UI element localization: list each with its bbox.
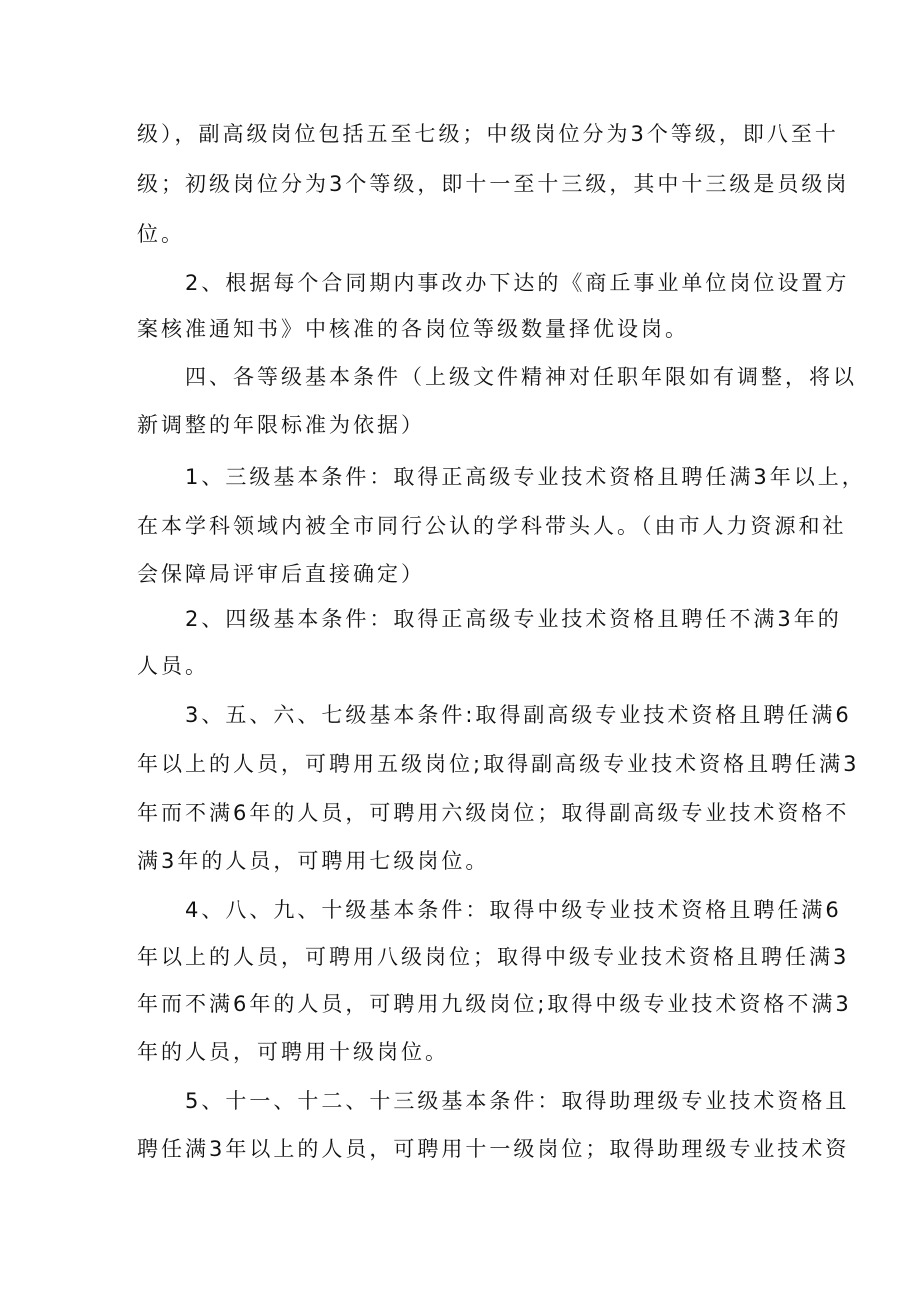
- text-line-20: 年的人员，可聘用十级岗位。: [137, 1040, 449, 1064]
- text-line-12: 人员。: [137, 654, 209, 678]
- text-line-1: 级），副高级岗位包括五至七级；中级岗位分为3个等级，即八至十: [137, 122, 839, 146]
- text-line-4: 2、根据每个合同期内事改办下达的《商丘事业单位岗位设置方: [185, 271, 850, 295]
- section-heading-line-1: 四、各等级基本条件（上级文件精神对任职年限如有调整，将以: [185, 365, 857, 389]
- text-line-19: 年而不满6年的人员，可聘用九级岗位;取得中级专业技术资格不满3: [137, 992, 852, 1016]
- text-line-9: 在本学科领域内被全市同行公认的学科带头人。（由市人力资源和社: [137, 514, 847, 538]
- text-line-14: 年以上的人员，可聘用五级岗位;取得副高级专业技术资格且聘任满3: [137, 752, 860, 776]
- text-line-17: 4、八、九、十级基本条件：取得中级专业技术资格且聘任满6: [185, 898, 842, 922]
- text-line-22: 聘任满3年以上的人员，可聘用十一级岗位；取得助理级专业技术资: [137, 1137, 850, 1161]
- section-heading-line-2: 新调整的年限标准为依据）: [137, 413, 425, 437]
- text-line-3: 位。: [137, 222, 185, 246]
- text-line-5: 案核准通知书》中核准的各岗位等级数量择优设岗。: [137, 317, 689, 341]
- text-line-15: 年而不满6年的人员，可聘用六级岗位；取得副高级专业技术资格不: [137, 801, 850, 825]
- text-line-18: 年以上的人员，可聘用八级岗位；取得中级专业技术资格且聘任满3: [137, 945, 850, 969]
- text-line-13: 3、五、六、七级基本条件:取得副高级专业技术资格且聘任满6: [185, 703, 852, 727]
- text-line-10: 会保障局评审后直接确定）: [137, 562, 425, 586]
- text-line-16: 满3年的人员，可聘用七级岗位。: [137, 849, 490, 873]
- text-line-2: 级；初级岗位分为3个等级，即十一至十三级，其中十三级是员级岗: [137, 172, 850, 196]
- text-line-8: 1、三级基本条件：取得正高级专业技术资格且聘任满3年以上，: [185, 465, 866, 489]
- text-line-11: 2、四级基本条件：取得正高级专业技术资格且聘任不满3年的: [185, 607, 842, 631]
- text-line-21: 5、十一、十二、十三级基本条件：取得助理级专业技术资格且: [185, 1089, 850, 1113]
